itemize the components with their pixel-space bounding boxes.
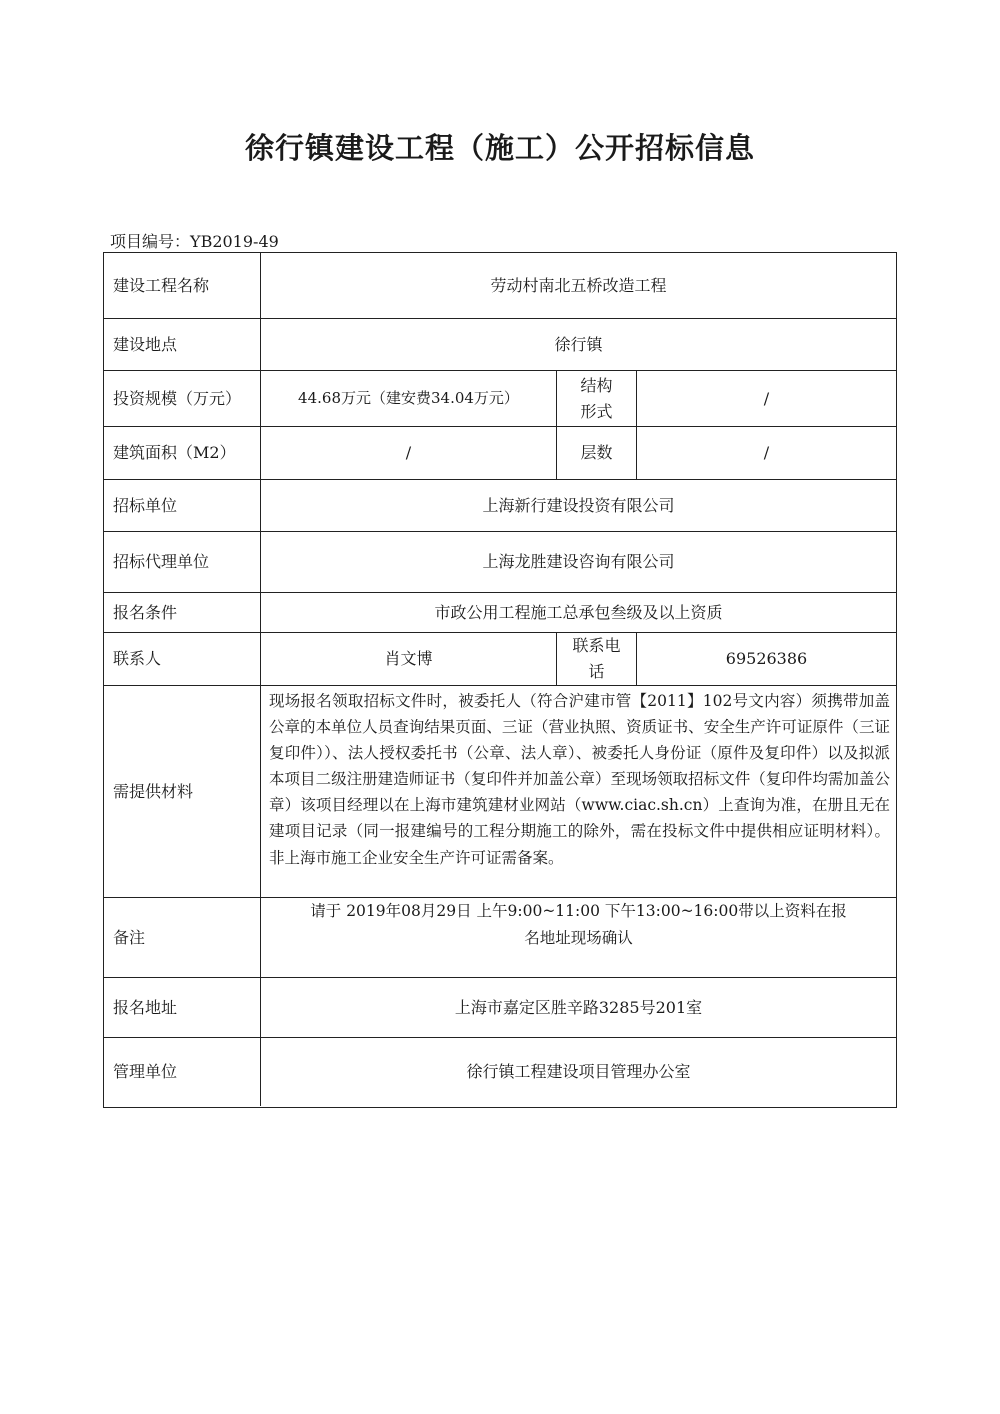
qualification-label: 报名条件 [104, 593, 261, 633]
structure-type-label: 结构 形式 [557, 371, 637, 427]
agent-value: 上海龙胜建设咨询有限公司 [261, 532, 896, 593]
floors-value: / [637, 427, 896, 480]
contact-label: 联系人 [104, 633, 261, 686]
address-label: 报名地址 [104, 978, 261, 1038]
location-value: 徐行镇 [261, 319, 896, 371]
location-label: 建设地点 [104, 319, 261, 371]
investment-value: 44.68万元（建安费34.04万元） [261, 371, 557, 427]
contact-value: 肖文博 [261, 633, 557, 686]
phone-value: 69526386 [637, 633, 896, 686]
agent-label: 招标代理单位 [104, 532, 261, 593]
tenderer-value: 上海新行建设投资有限公司 [261, 480, 896, 532]
project-name-value: 劳动村南北五桥改造工程 [261, 253, 896, 319]
materials-label: 需提供材料 [104, 686, 261, 898]
tenderer-label: 招标单位 [104, 480, 261, 532]
qualification-value: 市政公用工程施工总承包叁级及以上资质 [261, 593, 896, 633]
materials-value: 现场报名领取招标文件时，被委托人（符合沪建市管【2011】102号文内容）须携带加盖公章的本单位人员查询结果页面、三证（营业执照、资质证书、安全生产许可证原件（三证复印件））、法人授权委托书（公章、法人章）、被委托人身份证（原件及复印件）以及拟派本项目二级注册建造师证书（复印件并加盖公章）至现场领取招标文件（复印件均需加盖公章）该项目经理以在上海市建筑建材业网站（www.ciac.sh.cn）上查询为准，在册且无在建项目记录（同一报建编号的工程分期施工的除外，需在投标文件中提供相应证明材料）。非上海市施工企业安全生产许可证需备案。 [261, 686, 896, 898]
management-value: 徐行镇工程建设项目管理办公室 [466, 1062, 691, 1081]
building-area-value: / [261, 427, 557, 480]
management-label: 管理单位 [104, 1038, 261, 1106]
remarks-label: 备注 [104, 898, 261, 978]
structure-type-value: / [637, 371, 896, 427]
remarks-value [261, 898, 896, 978]
floors-label: 层数 [557, 427, 637, 480]
tender-info-table [103, 252, 897, 1108]
phone-label: 联系电 话 [557, 633, 637, 686]
address-value: 上海市嘉定区胜辛路3285号201室 [261, 978, 896, 1038]
remarks-line-2: 名地址现场确认 [524, 929, 633, 947]
document-title: 徐行镇建设工程（施工）公开招标信息 [244, 131, 755, 165]
remarks-line-1: 请于 2019年08月29日 上午9:00~11:00 下午13:00~16:00带以上资料在报 [310, 902, 847, 920]
project-number: 项目编号：YB2019-49 [110, 232, 279, 251]
project-name-label: 建设工程名称 [104, 253, 261, 319]
building-area-label: 建筑面积（M2） [104, 427, 261, 480]
investment-label: 投资规模（万元） [104, 371, 261, 427]
